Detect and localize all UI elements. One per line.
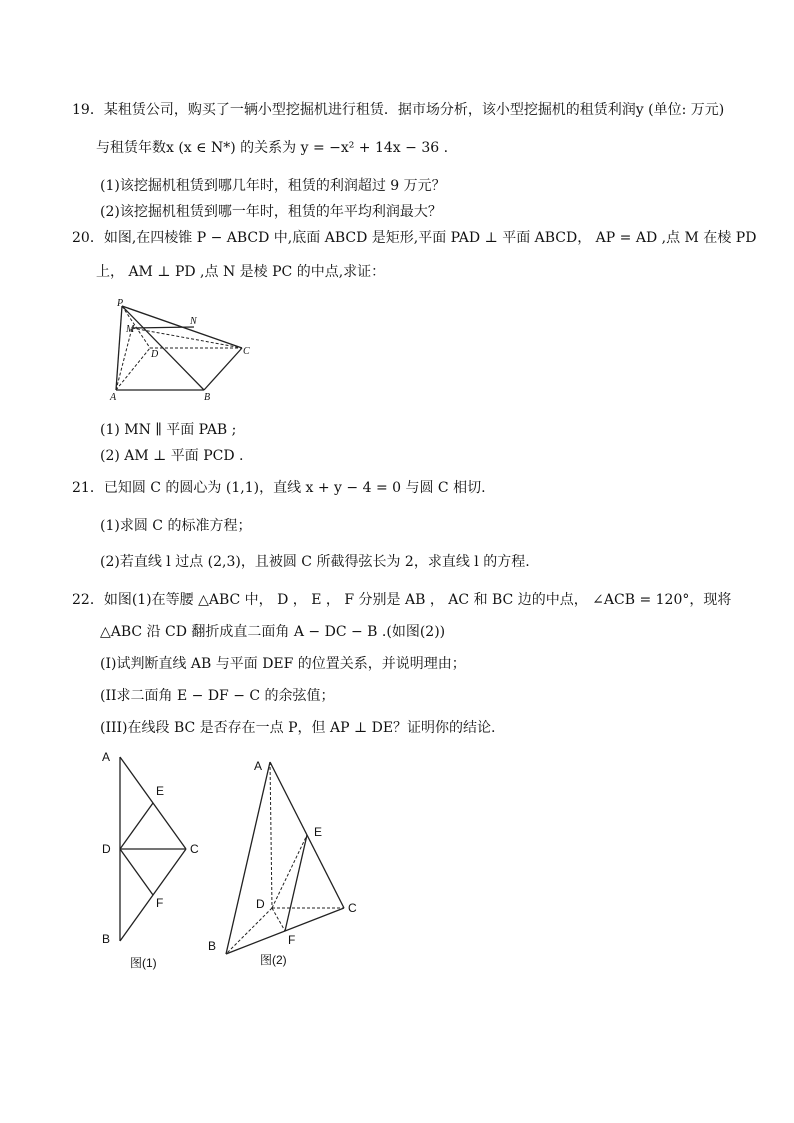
fig2-label-A: A: [254, 759, 263, 773]
q19-part1: (1)该挖掘机租赁到哪几年时，租赁的利润超过 9 万元？: [100, 178, 446, 194]
fig1-label-F: F: [156, 896, 164, 910]
q22-line1: 22．如图(1)在等腰 △ABC 中， D ， E ， F 分别是 AB ， AC 和 BC 边的中点， ∠ACB = 120°，现将: [72, 592, 732, 608]
q19-line1: 19．某租赁公司，购买了一辆小型挖掘机进行租赁．据市场分析，该小型挖掘机的租赁利润y (单位: 万元): [72, 102, 725, 118]
fig2-label-E: E: [314, 825, 323, 839]
fig20-label-M: M: [126, 324, 135, 335]
fig20-label-B: B: [204, 392, 211, 403]
q19-part2: (2)该挖掘机租赁到哪一年时，租赁的年平均利润最大？: [100, 204, 442, 220]
q20-line1: 20．如图,在四棱锥 P − ABCD 中,底面 ABCD 是矩形,平面 PAD ⊥ 平面 ABCD， AP = AD ,点 M 在棱 PD: [72, 230, 757, 246]
q20-line2: 上， AM ⊥ PD ,点 N 是棱 PC 的中点,求证：: [96, 264, 386, 280]
fig2-caption: 图(2): [260, 953, 287, 967]
fig1-label-D: D: [102, 842, 111, 856]
fig1-label-A: A: [102, 750, 111, 764]
fig2-label-B: B: [208, 939, 217, 953]
q21-part2: (2)若直线 l 过点 (2,3)，且被圆 C 所截得弦长为 2，求直线 l 的方程.: [100, 554, 530, 570]
q21-line1: 21．已知圆 C 的圆心为 (1,1)，直线 x + y − 4 = 0 与圆 C 相切.: [72, 480, 486, 496]
q22-line2: △ABC 沿 CD 翻折成直二面角 A − DC − B .(如图(2)): [100, 624, 446, 640]
fig20-label-N: N: [190, 316, 197, 327]
q22-part3: (III)在线段 BC 是否存在一点 P，但 AP ⊥ DE？证明你的结论.: [100, 720, 496, 736]
q21-part1: (1)求圆 C 的标准方程；: [100, 518, 252, 534]
fig2-label-D: D: [256, 897, 265, 911]
q22-part1: (I)试判断直线 AB 与平面 DEF 的位置关系，并说明理由；: [100, 656, 466, 672]
fig1-caption: 图(1): [130, 956, 157, 970]
q22-figure-2: [198, 752, 368, 972]
q20-part2: (2) AM ⊥ 平面 PCD .: [100, 448, 244, 464]
fig20-label-D: D: [151, 349, 159, 360]
fig20-label-P: P: [117, 298, 124, 309]
q20-figure: [104, 296, 264, 406]
fig20-label-A: A: [110, 392, 117, 403]
q19-line2: 与租赁年数x (x ∈ N*) 的关系为 y = −x² + 14x − 36 .: [96, 140, 449, 156]
fig1-label-E: E: [156, 784, 165, 798]
fig2-label-C: C: [348, 901, 357, 915]
fig20-label-C: C: [243, 346, 250, 357]
q22-part2: (II求二面角 E − DF − C 的余弦值；: [100, 688, 335, 704]
fig1-label-B: B: [102, 932, 111, 946]
fig2-label-F: F: [288, 933, 296, 947]
q20-part1: (1) MN ∥ 平面 PAB ;: [100, 422, 237, 438]
fig1-label-C: C: [190, 842, 199, 856]
